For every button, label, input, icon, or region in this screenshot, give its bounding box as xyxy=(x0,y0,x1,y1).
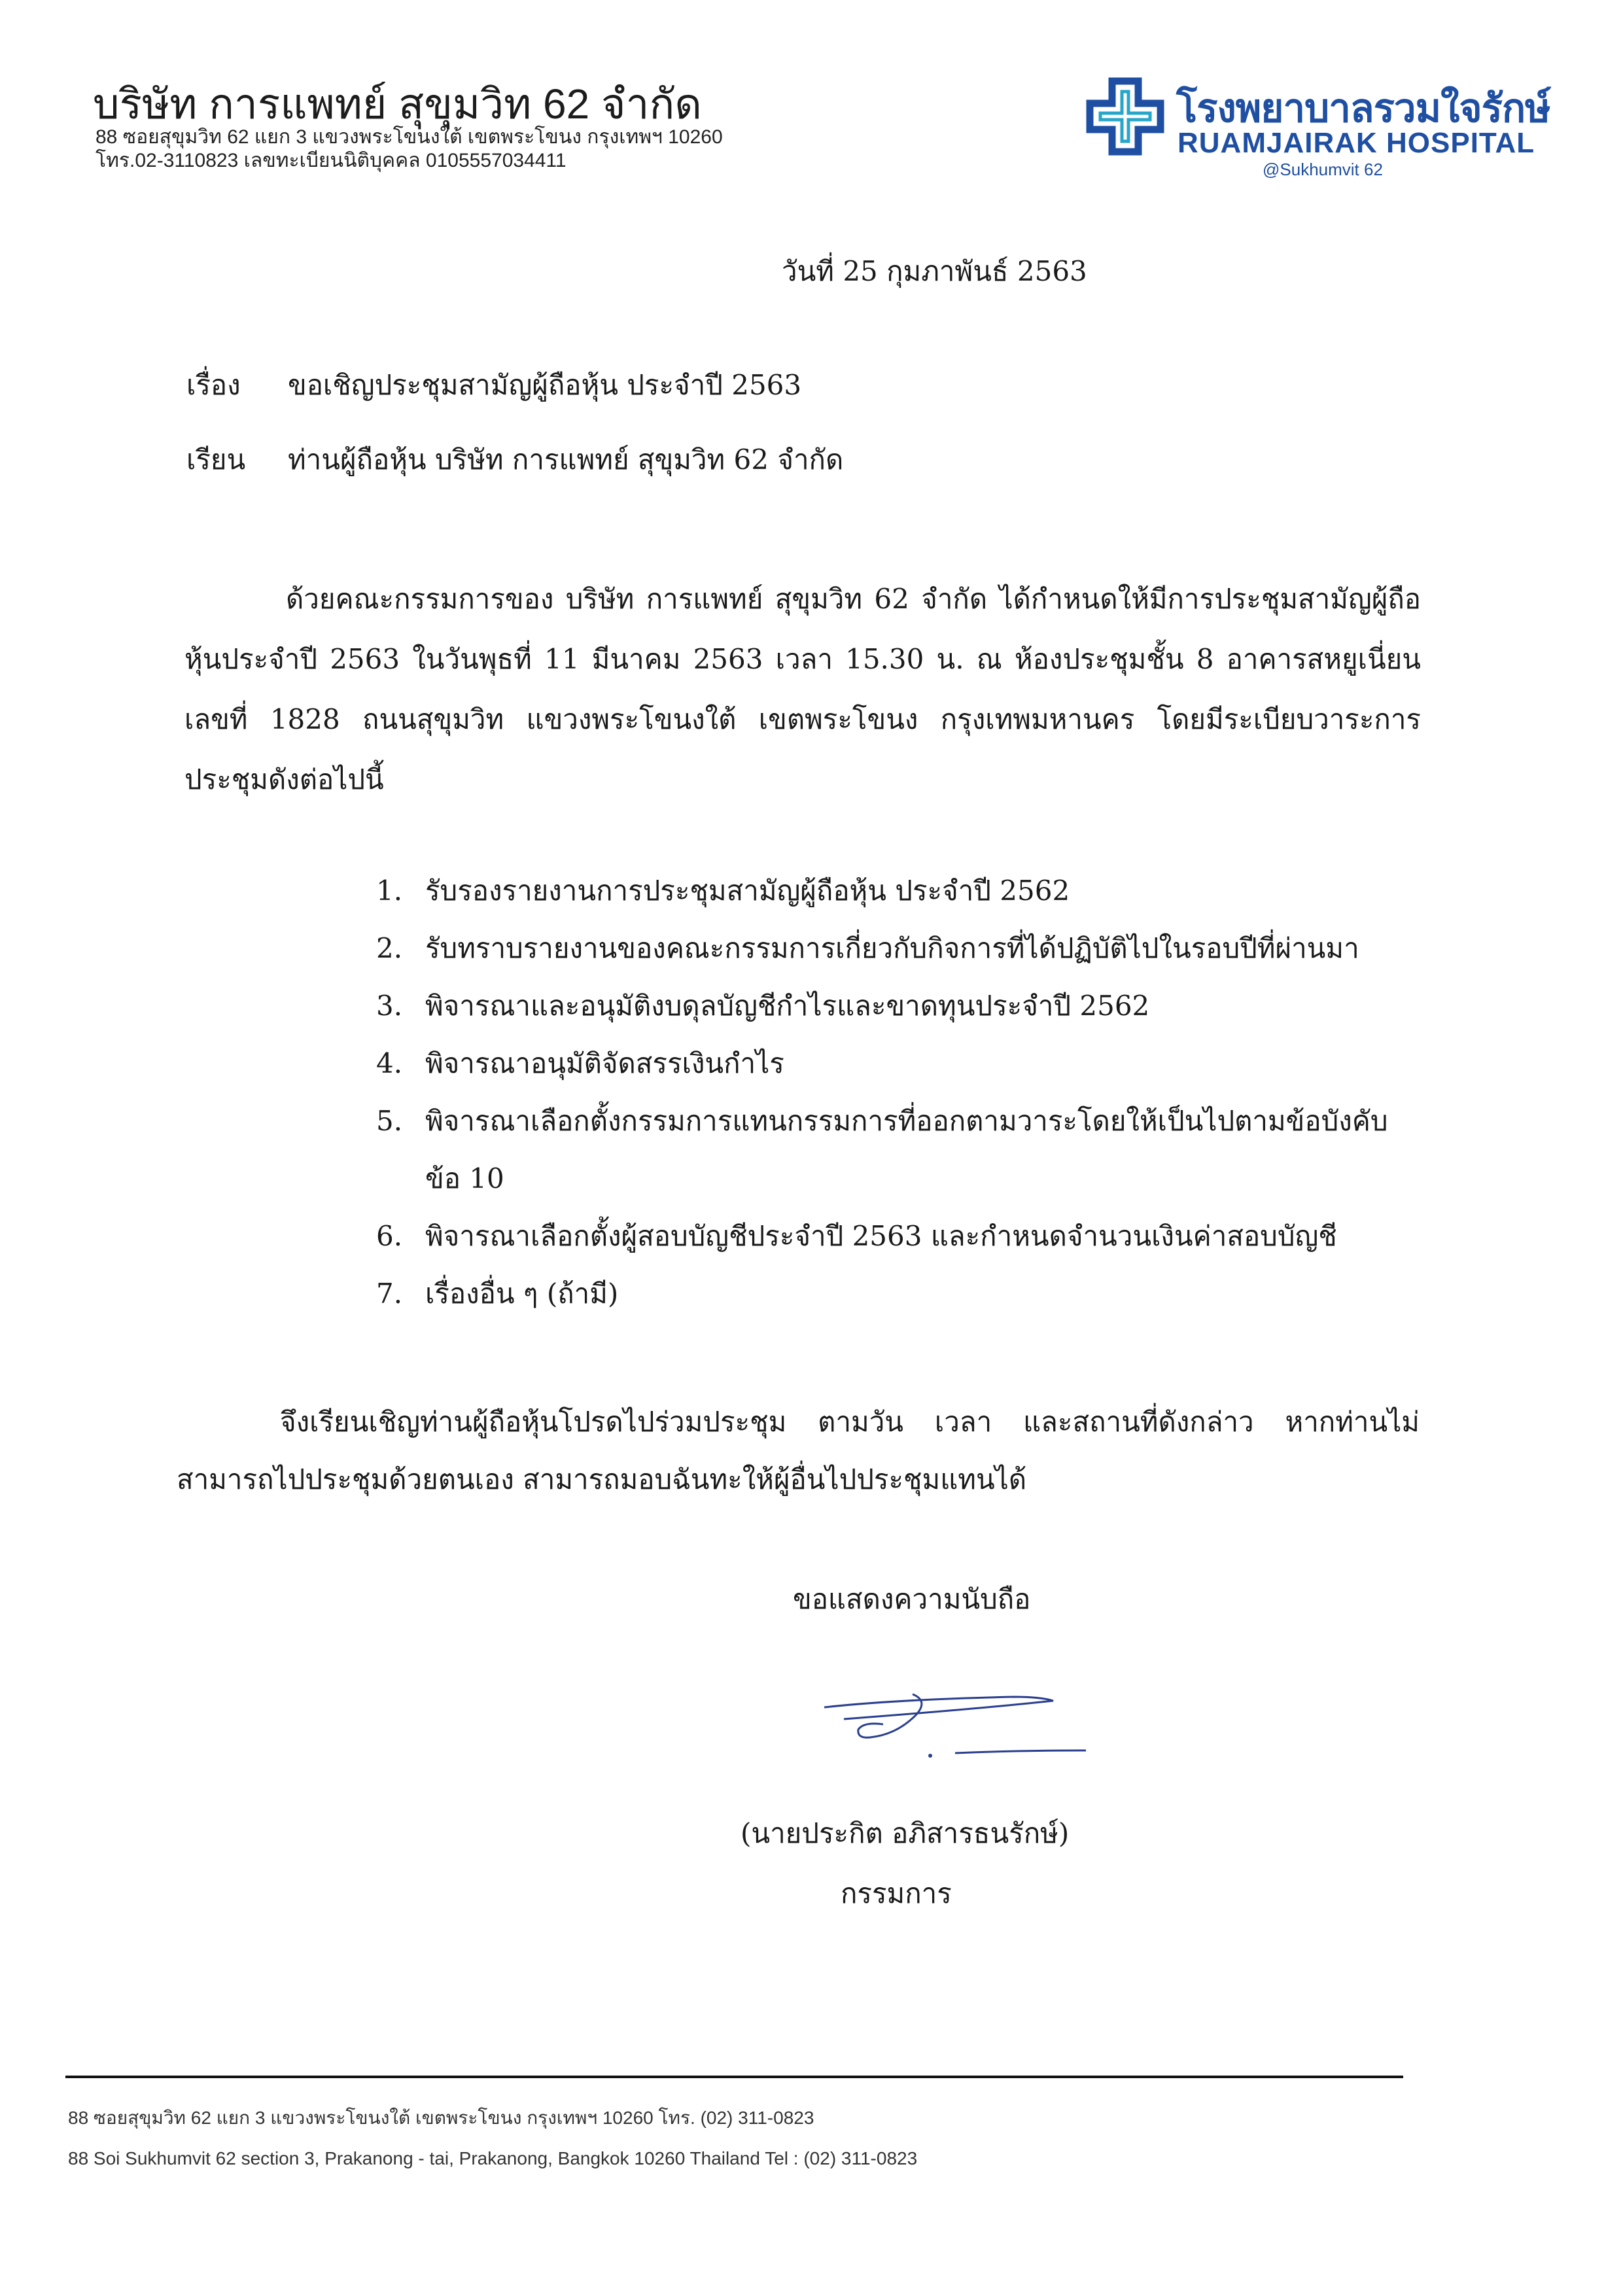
recipient-value: ท่านผู้ถือหุ้น บริษัท การแพทย์ สุขุมวิท 62 จำกัด xyxy=(288,444,844,476)
recipient-label: เรียน xyxy=(186,444,246,476)
company-name: บริษัท การแพทย์ สุขุมวิท 62 จำกัด xyxy=(93,80,702,128)
hospital-name-en: RUAMJAIRAK HOSPITAL xyxy=(1178,127,1535,159)
agenda-item xyxy=(376,1092,1423,1208)
agenda-text: พิจารณาและอนุมัติงบดุลบัญชีกำไรและขาดทุนประจำปี 2562 xyxy=(425,990,1150,1022)
footer-address-th: 88 ซอยสุขุมวิท 62 แยก 3 แขวงพระโขนงใต้ เขตพระโขนง กรุงเทพฯ 10260 โทร. (02) 311-0823 xyxy=(68,2108,814,2128)
agenda-item xyxy=(376,1265,1423,1323)
signer-name: (นายประกิต อภิสารธนรักษ์) xyxy=(741,1817,1070,1849)
agenda-item xyxy=(376,977,1423,1035)
hospital-name-th: โรงพยาบาลรวมใจรักษ์ xyxy=(1176,86,1550,130)
agenda-number: 4. xyxy=(376,1047,403,1079)
subject-value: ขอเชิญประชุมสามัญผู้ถือหุ้น ประจำปี 2563 xyxy=(288,369,802,401)
agenda-text: พิจารณาเลือกตั้งกรรมการแทนกรรมการที่ออกตามวาระโดยให้เป็นไปตามข้อบังคับ ข้อ 10 xyxy=(425,1105,1388,1194)
closing-paragraph: จึงเรียนเชิญท่านผู้ถือหุ้นโปรดไปร่วมประชุม ตามวัน เวลา และสถานที่ดังกล่าว หากท่านไม่สามารถไปประชุมด้วยตนเอง สามารถมอบฉันทะให้ผู้อื่นไปประชุมแทนได้ xyxy=(177,1406,1420,1495)
letter-date: วันที่ 25 กุมภาพันธ์ 2563 xyxy=(782,255,1087,287)
agenda-text: พิจารณาอนุมัติจัดสรรเงินกำไร xyxy=(425,1047,784,1079)
body-paragraph: ด้วยคณะกรรมการของ บริษัท การแพทย์ สุขุมวิท 62 จำกัด ได้กำหนดให้มีการประชุมสามัญผู้ถือหุ้นประจำปี 2563 ในวันพุธที่ 11 มีนาคม 2563 เวลา 15.30 น. ณ ห้องประชุมชั้น 8 อาคารสหยูเนี่ยน เลขที่ 1828 ถนนสุขุมวิท แขวงพระโขนงใต้ เขตพระโขนง กรุงเทพมหานคร โดยมีระเบียบวาระการประชุมดังต่อไปนี้ xyxy=(184,583,1421,795)
signature xyxy=(818,1688,1092,1773)
agenda-item xyxy=(376,920,1423,977)
agenda-text: พิจารณาเลือกตั้งผู้สอบบัญชีประจำปี 2563 และกำหนดจำนวนเงินค่าสอบบัญชี xyxy=(425,1220,1337,1252)
subject-label: เรื่อง xyxy=(186,369,241,401)
agenda-number: 5. xyxy=(376,1105,403,1137)
agenda-text: เรื่องอื่น ๆ (ถ้ามี) xyxy=(425,1278,619,1310)
signer-title: กรรมการ xyxy=(841,1877,952,1909)
agenda-number: 6. xyxy=(376,1220,403,1252)
company-phone-tax: โทร.02-3110823 เลขทะเบียนนิติบุคคล 0105557034411 xyxy=(96,150,567,171)
company-address: 88 ซอยสุขุมวิท 62 แยก 3 แขวงพระโขนงใต้ เขตพระโขนง กรุงเทพฯ 10260 xyxy=(96,126,723,148)
footer-address-en: 88 Soi Sukhumvit 62 section 3, Prakanong - tai, Prakanong, Bangkok 10260 Thailand Tel : (02) 311-0823 xyxy=(68,2148,918,2168)
agenda-item xyxy=(376,862,1423,920)
agenda-item xyxy=(376,1035,1423,1092)
agenda-list xyxy=(376,862,1423,1323)
hospital-cross-icon xyxy=(1086,77,1164,156)
footer-divider xyxy=(65,2076,1403,2078)
agenda-number: 3. xyxy=(376,990,403,1022)
agenda-item xyxy=(376,1208,1423,1265)
agenda-number: 1. xyxy=(376,875,403,907)
agenda-text: รับรองรายงานการประชุมสามัญผู้ถือหุ้น ประจำปี 2562 xyxy=(425,875,1070,907)
agenda-text: รับทราบรายงานของคณะกรรมการเกี่ยวกับกิจการที่ได้ปฏิบัติไปในรอบปีที่ผ่านมา xyxy=(425,932,1359,964)
agenda-number: 7. xyxy=(376,1278,403,1310)
agenda-number: 2. xyxy=(376,932,403,964)
regards: ขอแสดงความนับถือ xyxy=(793,1583,1031,1615)
hospital-branch: @Sukhumvit 62 xyxy=(1263,160,1383,179)
